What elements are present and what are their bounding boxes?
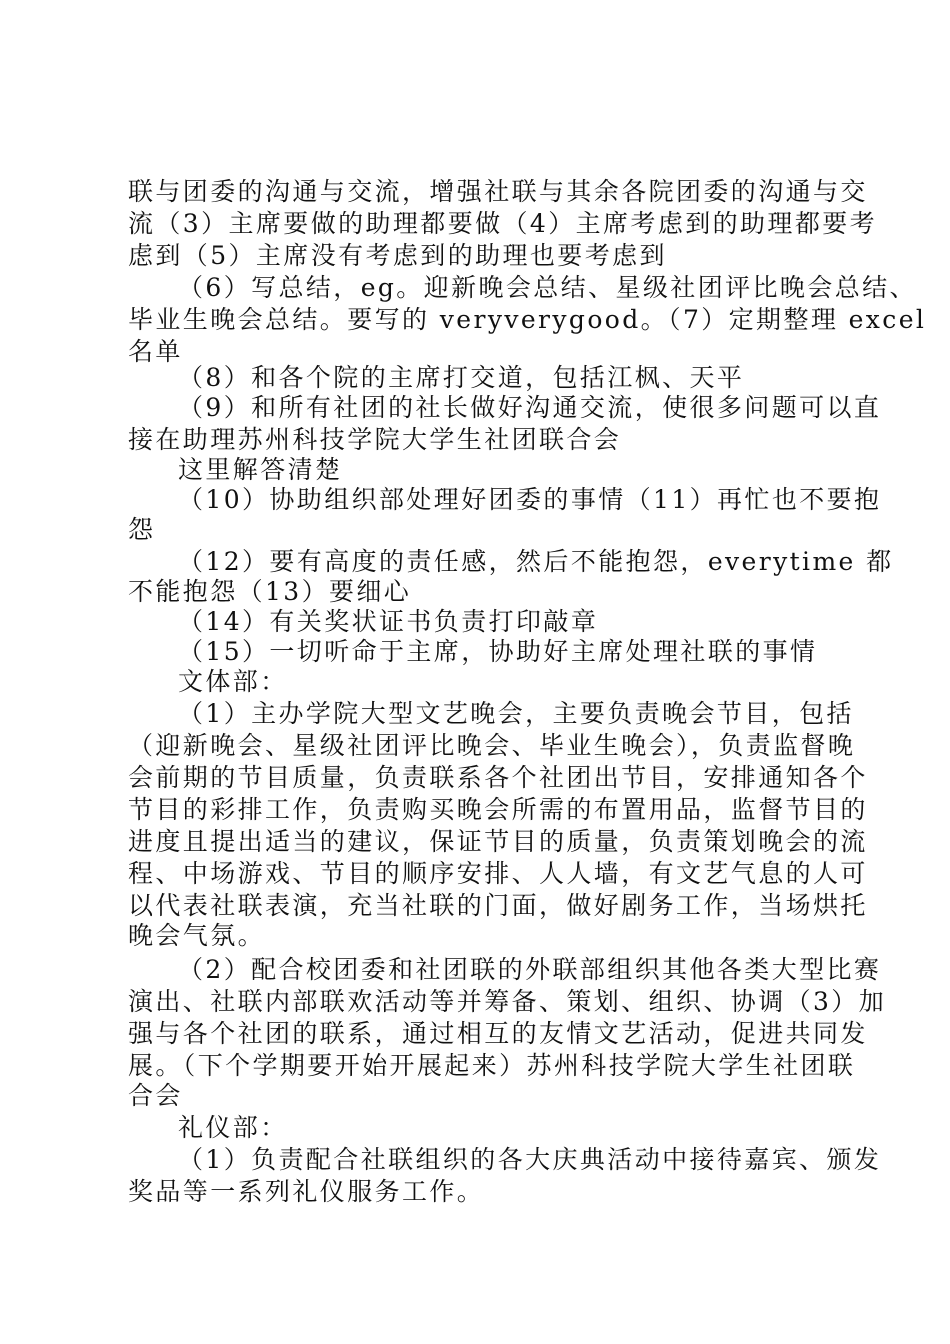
text-line: （6）写总结，eg。迎新晚会总结、星级社团评比晚会总结、 (178, 273, 917, 302)
text-line: （1）负责配合社联组织的各大庆典活动中接待嘉宾、颁发 (178, 1145, 882, 1174)
text-line: （12）要有高度的责任感，然后不能抱怨，everytime 都 (178, 547, 894, 576)
text-line: 名单 (128, 337, 183, 366)
text-line: （10）协助组织部处理好团委的事情（11）再忙也不要抱 (178, 485, 882, 514)
text-line: 接在助理苏州科技学院大学生社团联合会 (128, 425, 622, 454)
text-line: （迎新晚会、星级社团评比晚会、毕业生晚会），负责监督晚 (128, 731, 856, 760)
text-line: 演出、社联内部联欢活动等并筹备、策划、组织、协调（3）加 (128, 987, 887, 1016)
text-line: 怨 (128, 515, 156, 544)
text-line: 虑到（5）主席没有考虑到的助理也要考虑到 (128, 241, 667, 270)
text-line: （15）一切听命于主席，协助好主席处理社联的事情 (178, 637, 818, 666)
text-line: 这里解答清楚 (178, 455, 343, 484)
text-line: 不能抱怨（13）要细心 (128, 577, 412, 606)
text-line: （1）主办学院大型文艺晚会，主要负责晚会节目，包括 (178, 699, 854, 728)
text-line: 晚会气氛。 (128, 921, 266, 950)
text-line: （9）和所有社团的社长做好沟通交流，使很多问题可以直 (178, 393, 882, 422)
text-line: 程、中场游戏、节目的顺序安排、人人墙，有文艺气息的人可 (128, 859, 868, 888)
text-line: （8）和各个院的主席打交道，包括江枫、天平 (178, 363, 745, 392)
text-line: 以代表社联表演，充当社联的门面，做好剧务工作，当场烘托 (128, 891, 868, 920)
text-line: （14）有关奖状证书负责打印敲章 (178, 607, 599, 636)
text-line: 联与团委的沟通与交流，增强社联与其余各院团委的沟通与交 (128, 177, 868, 206)
text-line: 合会 (128, 1081, 183, 1110)
section-heading: 礼仪部： (178, 1113, 288, 1142)
text-line: 会前期的节目质量，负责联系各个社团出节目，安排通知各个 (128, 763, 868, 792)
section-heading: 文体部： (178, 667, 288, 696)
text-line: 展。（下个学期要开始开展起来）苏州科技学院大学生社团联 (128, 1051, 856, 1080)
text-line: 节目的彩排工作，负责购买晚会所需的布置用品，监督节目的 (128, 795, 868, 824)
text-line: 流（3）主席要做的助理都要做（4）主席考虑到的助理都要考 (128, 209, 878, 238)
text-line: 奖品等一系列礼仪服务工作。 (128, 1177, 485, 1206)
text-line: （2）配合校团委和社团联的外联部组织其他各类大型比赛 (178, 955, 882, 984)
text-line: 毕业生晚会总结。要写的 veryverygood。（7）定期整理 excel (128, 305, 927, 334)
text-line: 强与各个社团的联系，通过相互的友情文艺活动，促进共同发 (128, 1019, 868, 1048)
text-line: 进度且提出适当的建议，保证节目的质量，负责策划晚会的流 (128, 827, 868, 856)
